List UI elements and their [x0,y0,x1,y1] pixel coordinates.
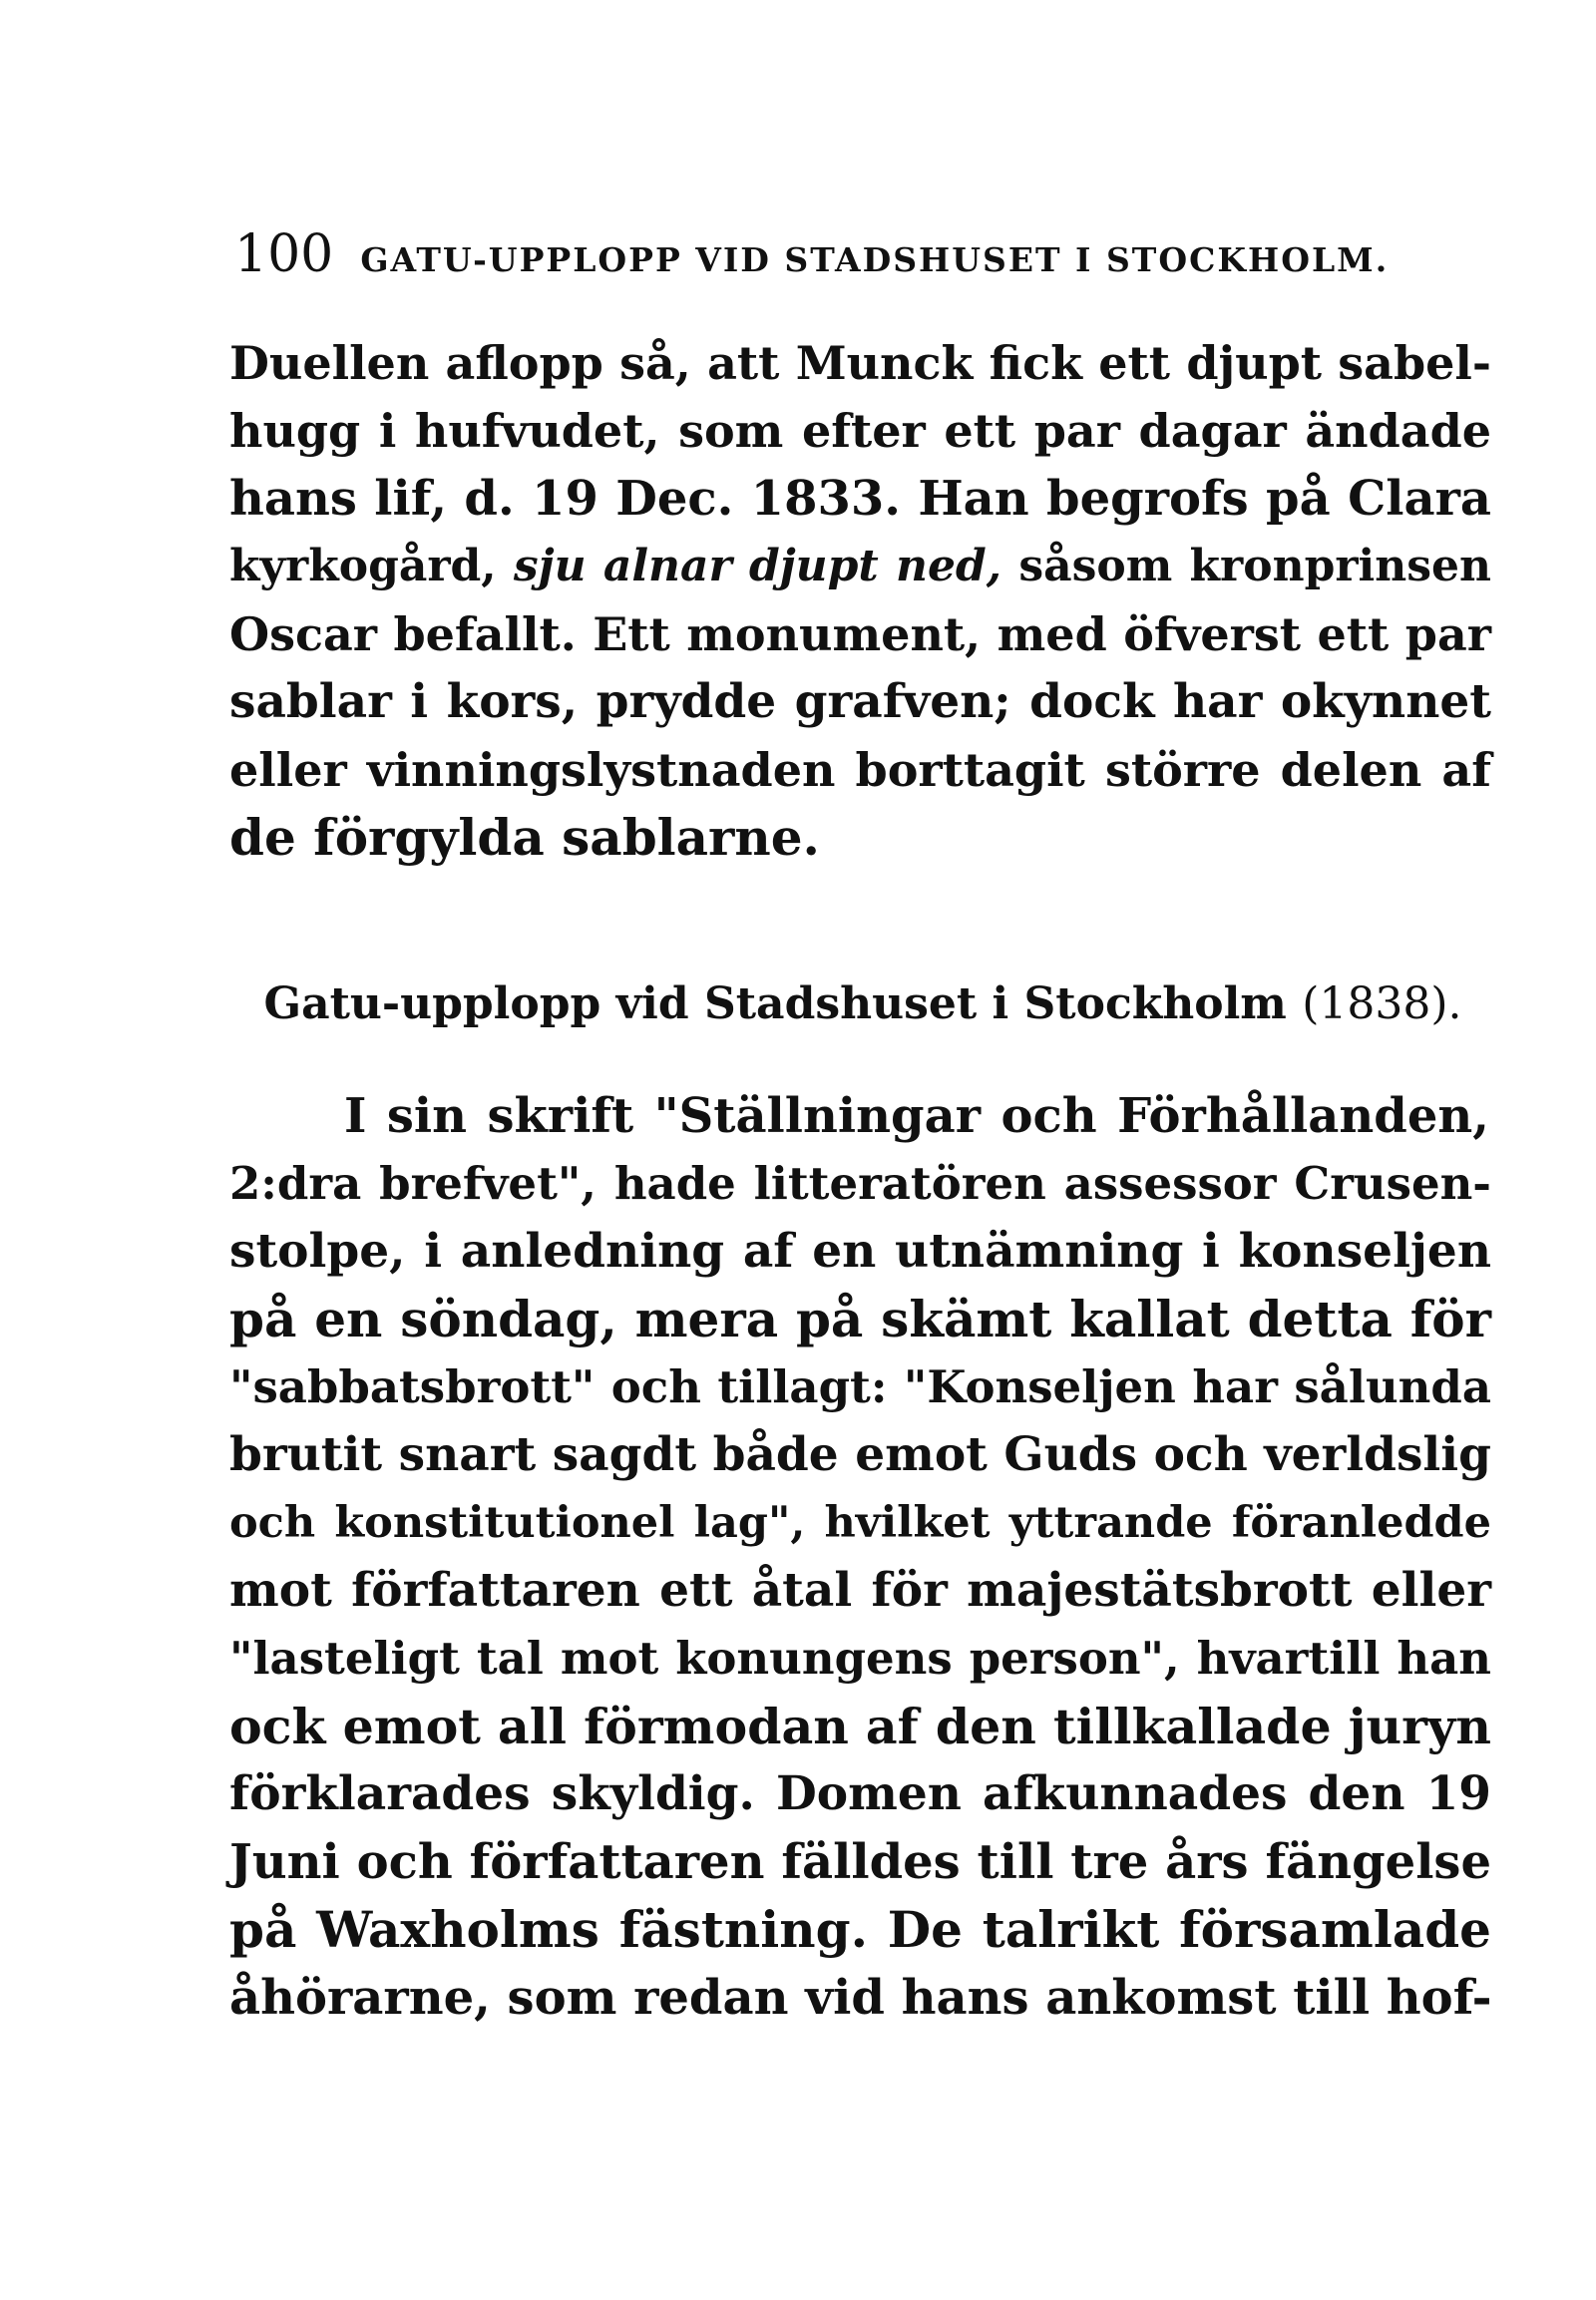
text-line: förklarades skyldig. Domen afkunnades den 19 [229,1766,1491,1821]
text-line: Oscar befallt. Ett monument, med öfverst ett par [229,607,1491,661]
text-line: de förgylda sablarne. [229,808,820,867]
emphasized-text: sju alnar djupt ned, [513,541,1002,591]
text-line: och konstitutionel lag", hvilket yttrande föranledde [229,1498,1491,1548]
page-number: 100 [234,224,334,284]
running-header [234,224,1411,284]
text-segment: kyrkogård, [229,541,497,591]
running-head: GATU-UPPLOPP VID STADSHUSET I STOCKHOLM. [360,240,1390,279]
text-line-with-emphasis [229,538,1491,595]
text-segment: såsom kronprinsen [1018,541,1491,591]
text-line: ock emot all förmodan af den tillkallade juryn [229,1698,1491,1755]
text-line: I sin skrift "Ställningar och Förhållanden, [344,1088,1489,1144]
text-line: mot författaren ett åtal för majestätsbrott eller [229,1563,1491,1618]
text-line: brutit snart sagdt både emot Guds och verldslig [229,1427,1491,1482]
text-line: hans lif, d. 19 Dec. 1833. Han begrofs på Clara [229,471,1491,527]
text-line: eller vinningslystnaden borttagit större delen af [229,743,1491,797]
text-line: Duellen aflopp så, att Munck fick ett djupt sabel- [229,336,1491,390]
text-line: "lasteligt tal mot konungens person", hvartill han [229,1632,1491,1685]
text-line: "sabbatsbrott" och tillagt: "Konseljen har sålunda [229,1360,1491,1413]
text-line: hugg i hufvudet, som efter ett par dagar ändade [229,404,1491,458]
text-line: åhörarne, som redan vid hans ankomst till hof- [229,1970,1492,2026]
text-line: stolpe, i anledning af en utnämning i konseljen [229,1224,1491,1279]
text-line: sablar i kors, prydde grafven; dock har okynnet [229,674,1491,729]
section-heading [254,975,1471,1033]
text-line: på Waxholms fästning. De talrikt församlade [229,1900,1491,1959]
text-line: 2:dra brefvet", hade litteratören assessor Crusen- [229,1157,1491,1210]
text-line: Juni och författaren fälldes till tre års fängelse [229,1834,1491,1890]
section-heading-title: Gatu-upplopp vid Stadshuset i Stockholm [263,978,1287,1029]
text-line: på en söndag, mera på skämt kallat detta för [229,1290,1491,1348]
section-heading-year: (1838). [1302,978,1462,1029]
